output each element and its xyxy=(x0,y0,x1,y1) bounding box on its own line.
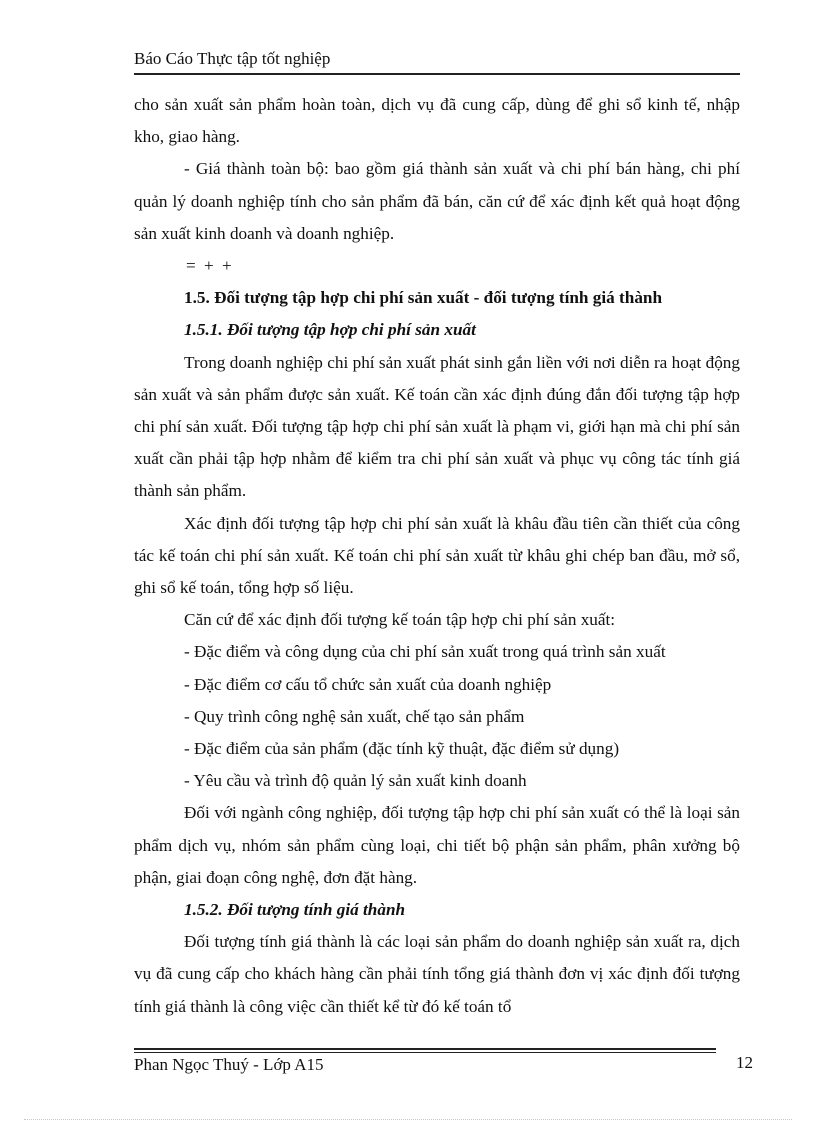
paragraph-industry: Đối với ngành công nghiệp, đối tượng tập hợp chi phí sản xuất có thể là loại sản phẩm dịch vụ, nhóm sản phẩm cùng loại, chi tiết bộ phận sản phẩm, phân xưởng bộ phận, giai đoạn công nghệ, đơn đặt hàng. xyxy=(134,803,740,887)
list-item: - Đặc điểm và công dụng của chi phí sản xuất trong quá trình sản xuất xyxy=(184,642,666,662)
footer-rule xyxy=(134,1052,716,1053)
list-item: - Quy trình công nghệ sản xuất, chế tạo sản phẩm xyxy=(184,706,525,726)
page-bottom-border xyxy=(24,1119,792,1120)
subsection-heading-1-5-2: 1.5.2. Đối tượng tính giá thành xyxy=(184,900,406,920)
list-item: - Đặc điểm cơ cấu tổ chức sản xuất của doanh nghiệp xyxy=(184,674,552,694)
paragraph-full-cost: - Giá thành toàn bộ: bao gồm giá thành sản xuất và chi phí bán hàng, chi phí quản lý doanh nghiệp tính cho sản phẩm đã bán, căn cứ để xác định kết quả hoạt động sản xuất kinh doanh và doanh nghiệp. xyxy=(134,159,740,243)
footer-rule xyxy=(134,1048,716,1050)
footer-author: Phan Ngọc Thuý - Lớp A15 xyxy=(134,1055,324,1074)
document-body xyxy=(134,89,740,1023)
paragraph-cost-object: Trong doanh nghiệp chi phí sản xuất phát sinh gắn liền với nơi diễn ra hoạt động sản xuất và sản phẩm được sản xuất. Kế toán cần xác định đúng đắn đối tượng tập hợp chi phí sản xuất. Đối tượng tập hợp chi phí sản xuất là phạm vi, giới hạn mà chi phí sản xuất cần phải tập hợp nhằm để kiểm tra chi phí sản xuất và phục vụ công tác tính giá thành sản phẩm. xyxy=(134,352,740,501)
paragraph-basis-intro: Căn cứ để xác định đối tượng kế toán tập hợp chi phí sản xuất: xyxy=(184,610,616,630)
paragraph-costing-object: Đối tượng tính giá thành là các loại sản phẩm do doanh nghiệp sản xuất ra, dịch vụ đã cung cấp cho khách hàng cần phải tính tổng giá thành đơn vị xác định đối tượng tính giá thành là công việc cần thiết kể từ đó kế toán tổ xyxy=(134,932,740,1016)
paragraph-continuation: cho sản xuất sản phẩm hoàn toàn, dịch vụ đã cung cấp, dùng để ghi sổ kinh tế, nhập kho, giao hàng. xyxy=(134,95,740,147)
paragraph-determination: Xác định đối tượng tập hợp chi phí sản xuất là khâu đầu tiên cần thiết của công tác kế toán chi phí sản xuất. Kế toán chi phí sản xuất từ khâu ghi chép ban đầu, mở sổ, ghi sổ kế toán, tổng hợp số liệu. xyxy=(134,513,740,598)
page-header-title: Báo Cáo Thực tập tốt nghiệp xyxy=(134,48,740,75)
page-number: 12 xyxy=(736,1053,753,1072)
subsection-heading-1-5-1: 1.5.1. Đối tượng tập hợp chi phí sản xuất xyxy=(184,320,476,340)
list-item: - Yêu cầu và trình độ quản lý sản xuất kinh doanh xyxy=(184,771,527,791)
list-item: - Đặc điểm của sản phẩm (đặc tính kỹ thuật, đặc điểm sử dụng) xyxy=(184,739,620,759)
section-heading-1-5: 1.5. Đối tượng tập hợp chi phí sản xuất - đối tượng tính giá thành xyxy=(184,288,663,308)
cost-formula: = + + xyxy=(186,256,234,276)
